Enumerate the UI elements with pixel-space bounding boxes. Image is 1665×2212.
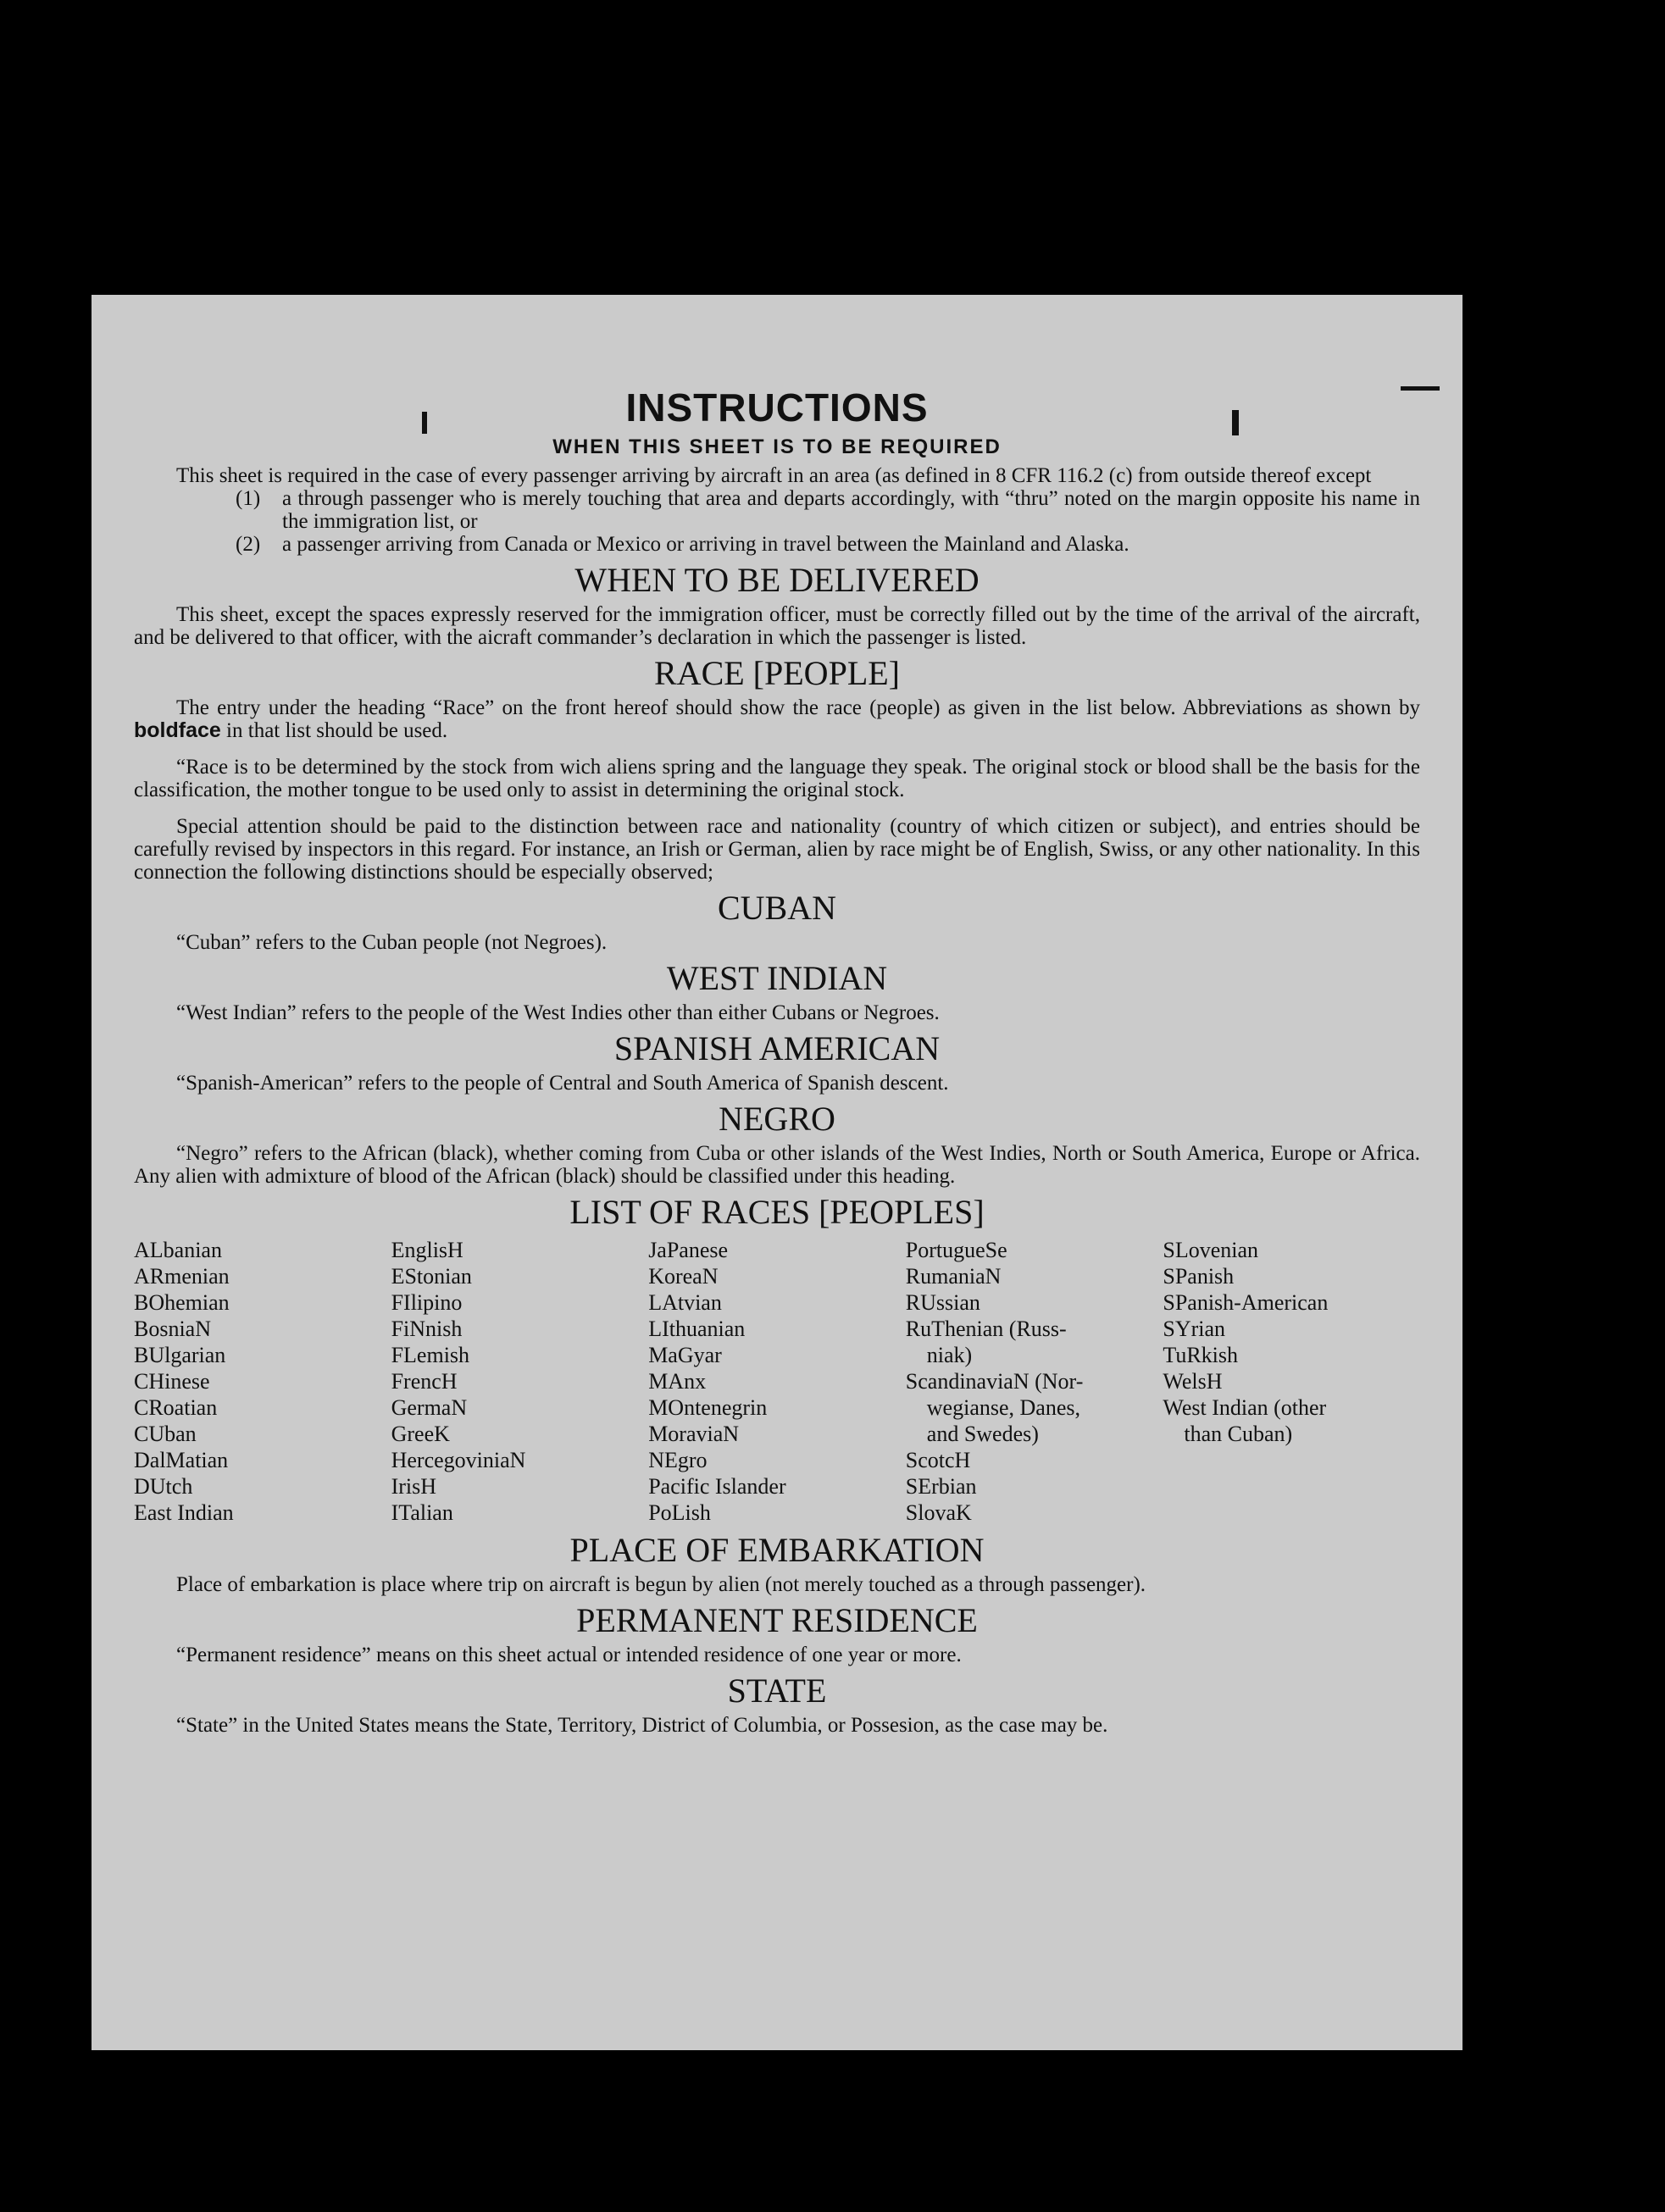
section-heading-residence: PERMANENT RESIDENCE [576, 1601, 978, 1639]
race-entry-continued: wegianse, Danes, [926, 1395, 1080, 1420]
race-column [391, 1237, 649, 1526]
page-subtitle: WHEN THIS SHEET IS TO BE REQUIRED [552, 435, 1002, 458]
race-entry: East Indian [134, 1500, 234, 1525]
corner-dash-mark [1401, 386, 1440, 391]
section-heading-state: STATE [727, 1671, 827, 1710]
race-paragraph-1 [134, 696, 1420, 742]
race-column [134, 1237, 391, 1526]
race-entry: EnglisH [391, 1238, 463, 1262]
page-title: INSTRUCTIONS [625, 385, 929, 430]
race-entry: ALbanian [134, 1238, 222, 1262]
exception-item [236, 487, 1420, 533]
race-entry: BUlgarian [134, 1343, 226, 1367]
race-entry: LIthuanian [648, 1317, 746, 1341]
race-entry: GermaN [391, 1395, 468, 1420]
race-entry: SYrian [1163, 1317, 1226, 1341]
race-entry: SLovenian [1163, 1238, 1259, 1262]
negro-paragraph: “Negro” refers to the African (black), whether coming from Cuba or other islands of the West Indies, North or South America, Europe or Africa. Any alien with admixture of blood of the African (black) should be classified under this heading. [134, 1142, 1420, 1188]
section-heading-spanish-american: SPANISH AMERICAN [613, 1029, 941, 1067]
race-entry: BOhemian [134, 1290, 230, 1315]
race-entry: RumaniaN [905, 1264, 1002, 1289]
boldface-word: boldface [134, 718, 221, 742]
race-entry: ScandinaviaN (Nor- [905, 1369, 1084, 1394]
race-entry: EStonian [391, 1264, 472, 1289]
section-heading-west-indian: WEST INDIAN [666, 959, 888, 997]
race-entry: RuThenian (Russ- [905, 1317, 1067, 1341]
race-entry: MoraviaN [648, 1422, 740, 1446]
exception-item [236, 533, 1420, 556]
residence-paragraph: “Permanent residence” means on this sheet actual or intended residence of one year or more. [176, 1644, 962, 1666]
race-entry: DalMatian [134, 1448, 229, 1472]
race-entry: SErbian [905, 1474, 977, 1499]
punch-mark-left [422, 412, 427, 434]
exception-number: (1) [236, 487, 261, 510]
race-entry: LAtvian [648, 1290, 722, 1315]
race-entry: PortugueSe [905, 1238, 1007, 1262]
race-paragraph-2: “Race is to be determined by the stock from wich aliens spring and the language they speak. The original stock or blood shall be the basis for the classification, the mother tongue to be used only to assist in determining the original stock. [134, 756, 1420, 801]
race-entry-continued: than Cuban) [1184, 1422, 1293, 1446]
race-column [906, 1237, 1163, 1526]
race-entry: HercegoviniaN [391, 1448, 526, 1472]
race-entry: FIlipino [391, 1290, 463, 1315]
race-column [1163, 1237, 1420, 1526]
race-entry: MOntenegrin [648, 1395, 768, 1420]
race-entry: DUtch [134, 1474, 193, 1499]
section-heading-race-list: LIST OF RACES [PEOPLES] [569, 1193, 985, 1231]
race-entry: FrencH [391, 1369, 458, 1394]
race-entry: ScotcH [905, 1448, 971, 1472]
race-entry: KoreaN [648, 1264, 719, 1289]
race-paragraph-1-end: in that list should be used. [220, 719, 448, 742]
race-entry: FLemish [391, 1343, 470, 1367]
race-entry: CRoatian [134, 1395, 218, 1420]
race-entry: FiNnish [391, 1317, 463, 1341]
race-entry: MaGyar [648, 1343, 722, 1367]
west-indian-paragraph: “West Indian” refers to the people of the West Indies other than either Cubans or Negroes. [176, 1001, 940, 1024]
section-heading-negro: NEGRO [719, 1100, 835, 1138]
race-entry: GreeK [391, 1422, 450, 1446]
race-column [648, 1237, 906, 1526]
race-entry: MAnx [648, 1369, 707, 1394]
cuban-paragraph: “Cuban” refers to the Cuban people (not Negroes). [176, 931, 608, 954]
race-entry: ITalian [391, 1500, 453, 1525]
race-paragraph-1-start: The entry under the heading “Race” on the front hereof should show the race (people) as given in the list below. Abbreviations as shown by [176, 696, 1420, 719]
exception-text: a passenger arriving from Canada or Mexico or arriving in travel between the Mainland and Alaska. [282, 533, 1129, 556]
state-paragraph: “State” in the United States means the State, Territory, District of Columbia, or Possesion, as the case may be. [176, 1714, 1108, 1737]
race-entry: PoLish [648, 1500, 711, 1525]
race-entry: ARmenian [134, 1264, 230, 1289]
race-entry: NEgro [648, 1448, 708, 1472]
race-entry: SPanish [1163, 1264, 1235, 1289]
race-list [134, 1237, 1420, 1526]
race-entry: WelsH [1163, 1369, 1223, 1394]
race-entry-continued: niak) [926, 1343, 973, 1367]
section-heading-delivered: WHEN TO BE DELIVERED [574, 561, 980, 599]
exception-text: a through passenger who is merely touching that area and departs accordingly, with “thru” noted on the margin opposite his name in the immigration list, or [282, 487, 1420, 533]
race-entry: JaPanese [648, 1238, 729, 1262]
race-entry: West Indian (other [1163, 1395, 1327, 1420]
race-entry: CHinese [134, 1369, 210, 1394]
race-paragraph-3: Special attention should be paid to the distinction between race and nationality (country of which citizen or subject), and entries should be carefully revised by inspectors in this regard. For instance, an Irish or German, alien by race might be of English, Swiss, or any other nationality. In this connection the following distinctions should be especially observed; [134, 815, 1420, 884]
race-entry: BosniaN [134, 1317, 211, 1341]
race-entry: RUssian [905, 1290, 980, 1315]
race-entry: SlovaK [905, 1500, 972, 1525]
race-entry: IrisH [391, 1474, 437, 1499]
instruction-sheet [92, 295, 1462, 2050]
punch-mark-right [1232, 410, 1239, 435]
race-entry-continued: and Swedes) [926, 1422, 1039, 1446]
race-entry: Pacific Islander [648, 1474, 786, 1499]
embarkation-paragraph: Place of embarkation is place where trip on aircraft is begun by alien (not merely touched as a through passenger). [176, 1573, 1146, 1596]
race-entry: SPanish-American [1163, 1290, 1329, 1315]
section-heading-cuban: CUBAN [717, 889, 837, 927]
spanish-american-paragraph: “Spanish-American” refers to the people of Central and South America of Spanish descent. [176, 1072, 949, 1095]
section-heading-race: RACE [PEOPLE] [654, 654, 900, 692]
exception-number: (2) [236, 533, 261, 556]
race-entry: TuRkish [1163, 1343, 1239, 1367]
section-heading-embarkation: PLACE OF EMBARKATION [569, 1531, 985, 1569]
intro-paragraph: This sheet is required in the case of every passenger arriving by aircraft in an area (as defined in 8 CFR 116.2 (c) from outside thereof except [176, 464, 1372, 487]
delivered-paragraph: This sheet, except the spaces expressly reserved for the immigration officer, must be correctly filled out by the time of the arrival of the aircraft, and be delivered to that officer, with the aicraft commander’s declaration in which the passenger is listed. [134, 603, 1420, 649]
race-entry: CUban [134, 1422, 197, 1446]
